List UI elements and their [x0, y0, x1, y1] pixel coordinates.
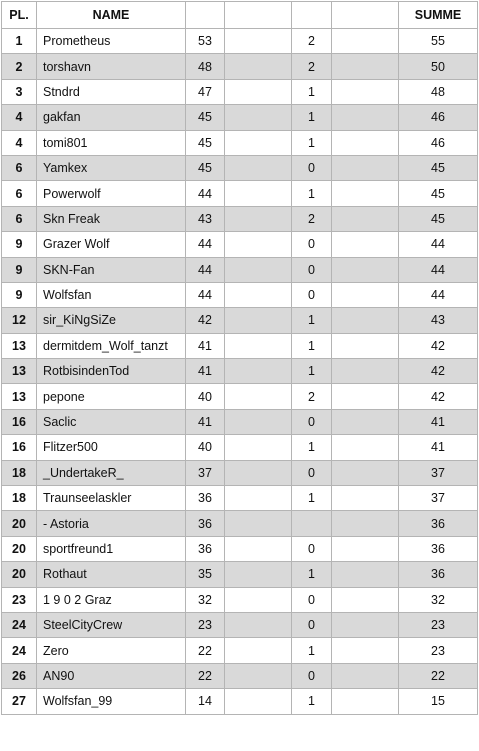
row-value-a: 44	[186, 232, 225, 257]
row-sum: 45	[399, 206, 478, 231]
row-value-b: 2	[292, 54, 332, 79]
row-sum: 32	[399, 587, 478, 612]
table-row	[2, 384, 478, 409]
row-empty-cell	[332, 54, 399, 79]
table-row	[2, 181, 478, 206]
header-sum: SUMME	[399, 2, 478, 29]
table-row	[2, 409, 478, 434]
row-empty-cell	[225, 105, 292, 130]
row-place: 16	[2, 435, 37, 460]
row-sum: 42	[399, 384, 478, 409]
header-col6	[332, 2, 399, 29]
row-value-b: 2	[292, 206, 332, 231]
row-sum: 36	[399, 536, 478, 561]
table-row	[2, 587, 478, 612]
row-empty-cell	[332, 206, 399, 231]
table-row	[2, 663, 478, 688]
row-name: sir_KiNgSiZe	[37, 308, 186, 333]
table-row	[2, 511, 478, 536]
row-sum: 42	[399, 333, 478, 358]
row-sum: 23	[399, 638, 478, 663]
row-value-a: 47	[186, 79, 225, 104]
row-empty-cell	[225, 206, 292, 231]
row-empty-cell	[225, 435, 292, 460]
row-empty-cell	[332, 181, 399, 206]
row-name: Flitzer500	[37, 435, 186, 460]
row-value-a: 41	[186, 333, 225, 358]
table-row	[2, 232, 478, 257]
row-place: 4	[2, 105, 37, 130]
row-value-b: 0	[292, 587, 332, 612]
row-name: Powerwolf	[37, 181, 186, 206]
row-sum: 46	[399, 105, 478, 130]
row-value-b: 1	[292, 181, 332, 206]
row-place: 20	[2, 511, 37, 536]
row-name: dermitdem_Wolf_tanzt	[37, 333, 186, 358]
row-empty-cell	[332, 536, 399, 561]
row-empty-cell	[225, 181, 292, 206]
row-empty-cell	[225, 257, 292, 282]
table-row	[2, 257, 478, 282]
row-empty-cell	[332, 460, 399, 485]
header-col5	[292, 2, 332, 29]
row-place: 9	[2, 232, 37, 257]
row-empty-cell	[225, 333, 292, 358]
row-empty-cell	[225, 536, 292, 561]
row-empty-cell	[332, 511, 399, 536]
row-value-a: 40	[186, 435, 225, 460]
row-place: 6	[2, 155, 37, 180]
row-sum: 23	[399, 612, 478, 637]
row-empty-cell	[332, 689, 399, 714]
row-empty-cell	[332, 308, 399, 333]
row-sum: 41	[399, 409, 478, 434]
table-row	[2, 105, 478, 130]
row-value-b: 0	[292, 663, 332, 688]
row-value-a: 45	[186, 130, 225, 155]
row-empty-cell	[332, 130, 399, 155]
row-empty-cell	[225, 130, 292, 155]
row-sum: 36	[399, 511, 478, 536]
row-value-a: 22	[186, 638, 225, 663]
row-place: 26	[2, 663, 37, 688]
row-sum: 44	[399, 257, 478, 282]
row-empty-cell	[225, 79, 292, 104]
row-value-a: 40	[186, 384, 225, 409]
row-sum: 46	[399, 130, 478, 155]
row-empty-cell	[225, 587, 292, 612]
row-value-b: 1	[292, 562, 332, 587]
row-value-b: 1	[292, 79, 332, 104]
row-place: 9	[2, 282, 37, 307]
row-place: 6	[2, 181, 37, 206]
row-value-b: 0	[292, 536, 332, 561]
row-name: SteelCityCrew	[37, 612, 186, 637]
row-value-a: 48	[186, 54, 225, 79]
row-empty-cell	[225, 384, 292, 409]
header-row	[2, 2, 478, 29]
row-value-a: 32	[186, 587, 225, 612]
row-value-b: 0	[292, 460, 332, 485]
row-name: Wolfsfan_99	[37, 689, 186, 714]
row-empty-cell	[332, 435, 399, 460]
row-name: Yamkex	[37, 155, 186, 180]
row-value-a: 42	[186, 308, 225, 333]
row-value-b: 0	[292, 409, 332, 434]
row-value-b: 0	[292, 282, 332, 307]
row-value-a: 41	[186, 409, 225, 434]
row-sum: 44	[399, 282, 478, 307]
row-empty-cell	[332, 79, 399, 104]
table-row	[2, 486, 478, 511]
row-name: Zero	[37, 638, 186, 663]
table-row	[2, 536, 478, 561]
row-value-a: 37	[186, 460, 225, 485]
row-empty-cell	[332, 359, 399, 384]
row-name: _UndertakeR_	[37, 460, 186, 485]
row-value-a: 36	[186, 486, 225, 511]
row-place: 27	[2, 689, 37, 714]
row-place: 24	[2, 612, 37, 637]
row-value-a: 36	[186, 536, 225, 561]
row-name: Prometheus	[37, 29, 186, 54]
row-sum: 50	[399, 54, 478, 79]
row-sum: 55	[399, 29, 478, 54]
row-empty-cell	[332, 282, 399, 307]
header-name: NAME	[37, 2, 186, 29]
row-sum: 15	[399, 689, 478, 714]
row-empty-cell	[225, 54, 292, 79]
row-empty-cell	[332, 105, 399, 130]
row-place: 13	[2, 359, 37, 384]
row-value-b: 0	[292, 155, 332, 180]
row-sum: 44	[399, 232, 478, 257]
row-empty-cell	[332, 486, 399, 511]
table-row	[2, 562, 478, 587]
row-value-a: 45	[186, 105, 225, 130]
row-value-a: 41	[186, 359, 225, 384]
row-empty-cell	[225, 359, 292, 384]
row-place: 2	[2, 54, 37, 79]
row-value-a: 14	[186, 689, 225, 714]
row-value-b: 1	[292, 689, 332, 714]
row-value-b: 1	[292, 130, 332, 155]
row-name: RotbisindenTod	[37, 359, 186, 384]
table-row	[2, 612, 478, 637]
row-sum: 43	[399, 308, 478, 333]
header-col3	[186, 2, 225, 29]
row-place: 18	[2, 460, 37, 485]
table-row	[2, 435, 478, 460]
row-place: 23	[2, 587, 37, 612]
row-empty-cell	[225, 29, 292, 54]
standings-table	[1, 1, 478, 715]
row-name: Stndrd	[37, 79, 186, 104]
row-name: Grazer Wolf	[37, 232, 186, 257]
row-place: 9	[2, 257, 37, 282]
row-empty-cell	[332, 384, 399, 409]
table-row	[2, 689, 478, 714]
row-empty-cell	[332, 257, 399, 282]
row-value-b: 0	[292, 232, 332, 257]
row-empty-cell	[332, 155, 399, 180]
row-name: 1 9 0 2 Graz	[37, 587, 186, 612]
row-value-b: 0	[292, 612, 332, 637]
row-place: 1	[2, 29, 37, 54]
row-value-a: 45	[186, 155, 225, 180]
row-value-a: 22	[186, 663, 225, 688]
table-body	[2, 29, 478, 715]
row-place: 13	[2, 384, 37, 409]
row-empty-cell	[225, 638, 292, 663]
row-name: - Astoria	[37, 511, 186, 536]
table-row	[2, 638, 478, 663]
row-value-b: 1	[292, 333, 332, 358]
row-value-a: 44	[186, 181, 225, 206]
row-empty-cell	[225, 511, 292, 536]
table-row	[2, 130, 478, 155]
row-sum: 45	[399, 181, 478, 206]
table-row	[2, 282, 478, 307]
table-row	[2, 308, 478, 333]
row-sum: 41	[399, 435, 478, 460]
row-name: Wolfsfan	[37, 282, 186, 307]
row-empty-cell	[332, 663, 399, 688]
row-sum: 22	[399, 663, 478, 688]
row-name: SKN-Fan	[37, 257, 186, 282]
row-empty-cell	[225, 155, 292, 180]
header-place: PL.	[2, 2, 37, 29]
row-value-b: 2	[292, 384, 332, 409]
row-value-b: 1	[292, 308, 332, 333]
row-value-a: 23	[186, 612, 225, 637]
row-value-a: 44	[186, 282, 225, 307]
row-place: 18	[2, 486, 37, 511]
row-empty-cell	[225, 486, 292, 511]
row-place: 3	[2, 79, 37, 104]
row-name: Saclic	[37, 409, 186, 434]
row-empty-cell	[225, 562, 292, 587]
row-sum: 37	[399, 486, 478, 511]
row-value-a: 44	[186, 257, 225, 282]
row-sum: 36	[399, 562, 478, 587]
row-place: 6	[2, 206, 37, 231]
row-empty-cell	[332, 587, 399, 612]
header-col4	[225, 2, 292, 29]
row-empty-cell	[332, 409, 399, 434]
table-row	[2, 54, 478, 79]
table-row	[2, 460, 478, 485]
row-empty-cell	[332, 562, 399, 587]
row-place: 13	[2, 333, 37, 358]
table-row	[2, 79, 478, 104]
row-empty-cell	[225, 232, 292, 257]
row-value-a: 35	[186, 562, 225, 587]
row-empty-cell	[225, 409, 292, 434]
row-place: 12	[2, 308, 37, 333]
row-sum: 37	[399, 460, 478, 485]
row-value-b: 2	[292, 29, 332, 54]
row-empty-cell	[225, 460, 292, 485]
table-row	[2, 206, 478, 231]
row-place: 16	[2, 409, 37, 434]
row-empty-cell	[332, 333, 399, 358]
row-place: 24	[2, 638, 37, 663]
row-place: 4	[2, 130, 37, 155]
row-value-b: 1	[292, 359, 332, 384]
row-value-a: 53	[186, 29, 225, 54]
table-row	[2, 155, 478, 180]
row-name: Skn Freak	[37, 206, 186, 231]
row-name: Rothaut	[37, 562, 186, 587]
row-place: 20	[2, 562, 37, 587]
row-empty-cell	[332, 29, 399, 54]
table-row	[2, 333, 478, 358]
row-value-b: 1	[292, 435, 332, 460]
row-name: AN90	[37, 663, 186, 688]
row-empty-cell	[225, 663, 292, 688]
row-empty-cell	[332, 612, 399, 637]
row-value-b: 1	[292, 486, 332, 511]
row-value-b	[292, 511, 332, 536]
row-name: sportfreund1	[37, 536, 186, 561]
row-name: Traunseelaskler	[37, 486, 186, 511]
row-place: 20	[2, 536, 37, 561]
row-empty-cell	[225, 282, 292, 307]
row-empty-cell	[332, 232, 399, 257]
row-name: tomi801	[37, 130, 186, 155]
row-value-a: 43	[186, 206, 225, 231]
row-name: pepone	[37, 384, 186, 409]
row-empty-cell	[225, 612, 292, 637]
row-value-b: 1	[292, 105, 332, 130]
row-name: torshavn	[37, 54, 186, 79]
row-empty-cell	[225, 689, 292, 714]
table-row	[2, 29, 478, 54]
row-sum: 45	[399, 155, 478, 180]
row-value-a: 36	[186, 511, 225, 536]
row-name: gakfan	[37, 105, 186, 130]
row-sum: 48	[399, 79, 478, 104]
row-empty-cell	[332, 638, 399, 663]
table-row	[2, 359, 478, 384]
row-value-b: 0	[292, 257, 332, 282]
row-value-b: 1	[292, 638, 332, 663]
row-sum: 42	[399, 359, 478, 384]
row-empty-cell	[225, 308, 292, 333]
